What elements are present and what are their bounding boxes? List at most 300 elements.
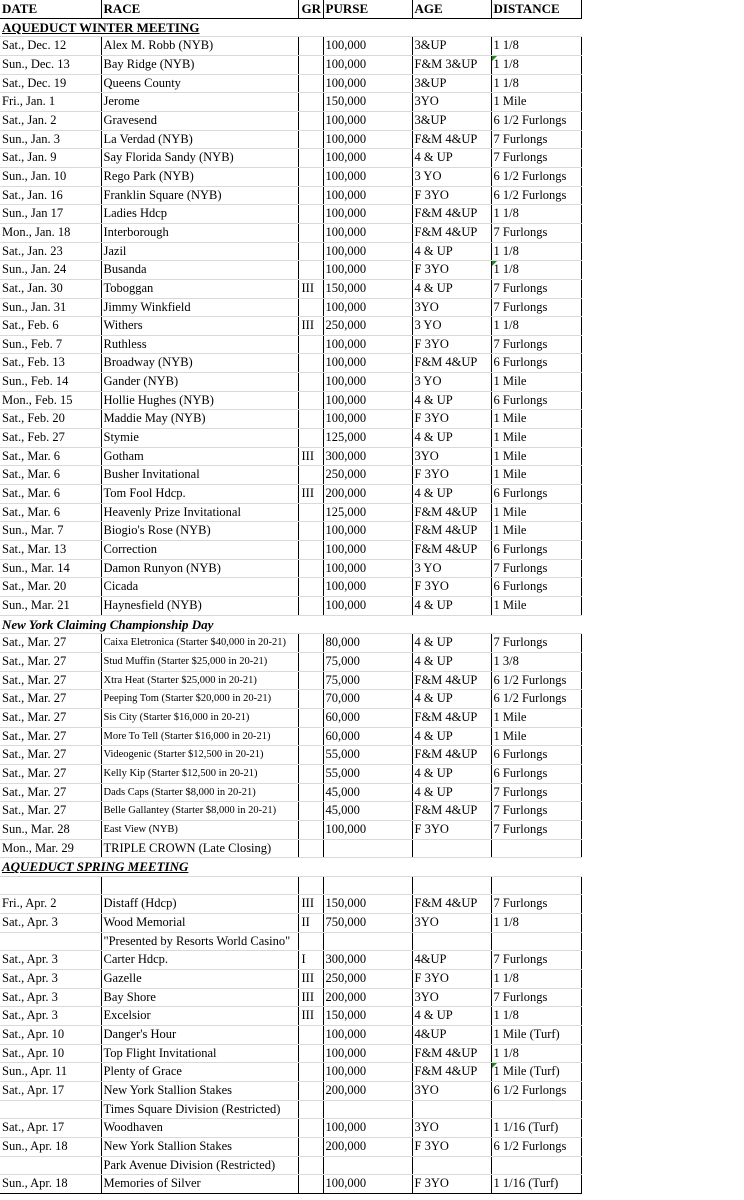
distance-cell: 7 Furlongs <box>491 634 581 653</box>
age-cell: F 3YO <box>412 410 491 429</box>
table-row <box>0 447 581 466</box>
grade-cell <box>298 764 323 783</box>
age-cell: 4&UP <box>412 1026 491 1045</box>
date-cell: Sun., Feb. 7 <box>0 335 101 354</box>
purse-cell: 250,000 <box>323 466 412 485</box>
distance-cell: 1 1/8 <box>491 1044 581 1063</box>
purse-cell: 250,000 <box>323 970 412 989</box>
table-row <box>0 223 581 242</box>
grade-cell <box>298 429 323 448</box>
distance-cell: 7 Furlongs <box>491 988 581 1007</box>
race-cell: Withers <box>101 317 298 336</box>
age-cell: 4 & UP <box>412 690 491 709</box>
purse-cell: 200,000 <box>323 1082 412 1101</box>
table-row <box>0 541 581 560</box>
date-cell: Sat., Mar. 6 <box>0 466 101 485</box>
grade-cell <box>298 578 323 597</box>
date-cell: Sun., Jan. 31 <box>0 298 101 317</box>
race-cell: Plenty of Grace <box>101 1063 298 1082</box>
grade-cell <box>298 597 323 616</box>
age-cell: F&M 4&UP <box>412 802 491 821</box>
table-row <box>0 391 581 410</box>
date-cell: Sat., Mar. 27 <box>0 727 101 746</box>
age-cell: 4&UP <box>412 951 491 970</box>
grade-cell: III <box>298 485 323 504</box>
date-cell: Sat., Mar. 27 <box>0 783 101 802</box>
table-row <box>0 242 581 261</box>
purse-cell: 75,000 <box>323 671 412 690</box>
purse-cell: 150,000 <box>323 93 412 112</box>
grade-cell: II <box>298 914 323 933</box>
date-cell: Sun., Jan. 10 <box>0 167 101 186</box>
table-row <box>0 1026 581 1045</box>
table-row <box>0 634 581 653</box>
grade-cell <box>298 1063 323 1082</box>
date-cell: Sun., Apr. 18 <box>0 1138 101 1157</box>
race-cell: Broadway (NYB) <box>101 354 298 373</box>
date-cell: Sat., Mar. 27 <box>0 764 101 783</box>
race-cell: Jerome <box>101 93 298 112</box>
grade-cell <box>298 1100 323 1119</box>
date-cell: Mon., Jan. 18 <box>0 223 101 242</box>
race-cell: Hollie Hughes (NYB) <box>101 391 298 410</box>
table-row <box>0 708 581 727</box>
distance-cell: 1 1/8 <box>491 205 581 224</box>
race-cell: Xtra Heat (Starter $25,000 in 20-21) <box>101 671 298 690</box>
race-cell: Biogio's Rose (NYB) <box>101 522 298 541</box>
date-cell: Mon., Mar. 29 <box>0 839 101 858</box>
age-cell: 4 & UP <box>412 652 491 671</box>
grade-cell <box>298 1138 323 1157</box>
distance-cell: 7 Furlongs <box>491 783 581 802</box>
distance-cell: 7 Furlongs <box>491 335 581 354</box>
table-row <box>0 354 581 373</box>
age-cell: F&M 4&UP <box>412 1044 491 1063</box>
purse-cell: 100,000 <box>323 111 412 130</box>
distance-cell: 1 Mile (Turf) <box>491 1026 581 1045</box>
date-cell: Sat., Mar. 27 <box>0 708 101 727</box>
purse-cell: 100,000 <box>323 37 412 56</box>
distance-cell: 6 1/2 Furlongs <box>491 111 581 130</box>
distance-cell: 1 Mile <box>491 522 581 541</box>
distance-cell: 7 Furlongs <box>491 298 581 317</box>
date-cell: Sat., Apr. 17 <box>0 1082 101 1101</box>
purse-cell: 200,000 <box>323 485 412 504</box>
purse-cell: 100,000 <box>323 354 412 373</box>
grade-cell <box>298 839 323 858</box>
grade-cell <box>298 727 323 746</box>
purse-cell: 100,000 <box>323 74 412 93</box>
grade-cell <box>298 261 323 280</box>
grade-cell <box>298 820 323 839</box>
table-row <box>0 1156 581 1175</box>
age-cell: F 3YO <box>412 820 491 839</box>
purse-cell <box>323 932 412 951</box>
purse-cell: 100,000 <box>323 223 412 242</box>
grade-cell <box>298 1156 323 1175</box>
distance-cell: 6 Furlongs <box>491 354 581 373</box>
grade-cell <box>298 1119 323 1138</box>
purse-cell <box>323 876 412 895</box>
age-cell: 4 & UP <box>412 391 491 410</box>
table-row <box>0 820 581 839</box>
table-row <box>0 690 581 709</box>
purse-cell: 100,000 <box>323 410 412 429</box>
table-row <box>0 727 581 746</box>
table-row <box>0 652 581 671</box>
race-cell: Maddie May (NYB) <box>101 410 298 429</box>
table-row <box>0 671 581 690</box>
purse-cell: 100,000 <box>323 298 412 317</box>
race-cell: Belle Gallantey (Starter $8,000 in 20-21) <box>101 802 298 821</box>
race-cell: Carter Hdcp. <box>101 951 298 970</box>
grade-cell <box>298 634 323 653</box>
table-row <box>0 205 581 224</box>
race-cell: New York Stallion Stakes <box>101 1138 298 1157</box>
race-cell: Jimmy Winkfield <box>101 298 298 317</box>
date-cell: Sat., Mar. 20 <box>0 578 101 597</box>
table-row <box>0 746 581 765</box>
race-cell: More To Tell (Starter $16,000 in 20-21) <box>101 727 298 746</box>
section-heading: AQUEDUCT WINTER MEETING <box>0 18 581 37</box>
grade-cell <box>298 652 323 671</box>
age-cell: 3 YO <box>412 559 491 578</box>
race-cell: Gotham <box>101 447 298 466</box>
purse-cell: 55,000 <box>323 746 412 765</box>
purse-cell: 100,000 <box>323 1044 412 1063</box>
age-cell <box>412 1156 491 1175</box>
distance-cell <box>491 839 581 858</box>
grade-cell <box>298 746 323 765</box>
purse-cell: 100,000 <box>323 55 412 74</box>
date-cell: Sat., Apr. 10 <box>0 1044 101 1063</box>
date-cell: Sun., Jan. 24 <box>0 261 101 280</box>
distance-cell: 1 1/8 <box>491 242 581 261</box>
purse-cell: 60,000 <box>323 708 412 727</box>
age-cell: 3YO <box>412 914 491 933</box>
table-row <box>0 802 581 821</box>
date-cell: Sat., Feb. 20 <box>0 410 101 429</box>
date-cell: Sun., Jan 17 <box>0 205 101 224</box>
table-row <box>0 951 581 970</box>
age-cell: 4 & UP <box>412 279 491 298</box>
distance-cell <box>491 876 581 895</box>
table-row <box>0 1044 581 1063</box>
grade-cell <box>298 354 323 373</box>
race-cell: Memories of Silver <box>101 1175 298 1194</box>
purse-cell: 300,000 <box>323 951 412 970</box>
purse-cell <box>323 1156 412 1175</box>
purse-cell: 45,000 <box>323 802 412 821</box>
date-cell <box>0 1156 101 1175</box>
distance-cell: 1 Mile <box>491 447 581 466</box>
table-row <box>0 279 581 298</box>
age-cell: 4 & UP <box>412 242 491 261</box>
purse-cell: 100,000 <box>323 205 412 224</box>
race-cell: Bay Ridge (NYB) <box>101 55 298 74</box>
distance-cell: 7 Furlongs <box>491 279 581 298</box>
grade-cell <box>298 93 323 112</box>
age-cell: 4 & UP <box>412 149 491 168</box>
grade-cell: III <box>298 895 323 914</box>
purse-cell: 80,000 <box>323 634 412 653</box>
grade-cell <box>298 373 323 392</box>
distance-cell: 6 1/2 Furlongs <box>491 690 581 709</box>
purse-cell: 100,000 <box>323 373 412 392</box>
age-cell: F&M 4&UP <box>412 895 491 914</box>
age-cell <box>412 839 491 858</box>
distance-cell: 1 1/16 (Turf) <box>491 1175 581 1194</box>
distance-cell: 7 Furlongs <box>491 130 581 149</box>
purse-cell: 100,000 <box>323 149 412 168</box>
table-row <box>0 317 581 336</box>
date-cell: Sat., Mar. 27 <box>0 652 101 671</box>
distance-cell: 6 Furlongs <box>491 485 581 504</box>
race-cell: Times Square Division (Restricted) <box>101 1100 298 1119</box>
age-cell: F&M 4&UP <box>412 1063 491 1082</box>
column-header-distance: DISTANCE <box>491 0 581 18</box>
column-header-race: RACE <box>101 0 298 18</box>
grade-cell: III <box>298 970 323 989</box>
date-cell: Sun., Mar. 28 <box>0 820 101 839</box>
date-cell: Sat., Mar. 27 <box>0 690 101 709</box>
race-cell: Distaff (Hdcp) <box>101 895 298 914</box>
age-cell: 4 & UP <box>412 485 491 504</box>
date-cell: Sun., Jan. 3 <box>0 130 101 149</box>
age-cell: 3 YO <box>412 317 491 336</box>
table-row <box>0 876 581 895</box>
grade-cell <box>298 690 323 709</box>
table-row <box>0 783 581 802</box>
age-cell: 4 & UP <box>412 429 491 448</box>
purse-cell: 45,000 <box>323 783 412 802</box>
distance-cell: 1 1/8 <box>491 37 581 56</box>
table-row <box>0 970 581 989</box>
table-row <box>0 111 581 130</box>
age-cell: 4 & UP <box>412 1007 491 1026</box>
date-cell: Sat., Apr. 3 <box>0 914 101 933</box>
purse-cell: 125,000 <box>323 503 412 522</box>
purse-cell: 70,000 <box>323 690 412 709</box>
race-cell: Caixa Eletronica (Starter $40,000 in 20-21) <box>101 634 298 653</box>
table-row <box>0 895 581 914</box>
date-cell: Sun., Apr. 11 <box>0 1063 101 1082</box>
grade-cell <box>298 503 323 522</box>
distance-cell <box>491 1100 581 1119</box>
grade-cell <box>298 167 323 186</box>
distance-cell <box>491 932 581 951</box>
age-cell: 3 YO <box>412 373 491 392</box>
race-cell: Correction <box>101 541 298 560</box>
grade-cell <box>298 783 323 802</box>
race-cell: Rego Park (NYB) <box>101 167 298 186</box>
table-row <box>0 373 581 392</box>
purse-cell: 150,000 <box>323 279 412 298</box>
distance-cell: 6 1/2 Furlongs <box>491 671 581 690</box>
purse-cell: 100,000 <box>323 820 412 839</box>
table-row <box>0 74 581 93</box>
age-cell: F 3YO <box>412 1138 491 1157</box>
table-row <box>0 1007 581 1026</box>
distance-cell: 6 Furlongs <box>491 541 581 560</box>
race-cell: Dads Caps (Starter $8,000 in 20-21) <box>101 783 298 802</box>
race-cell: Wood Memorial <box>101 914 298 933</box>
distance-cell: 1 1/8 <box>491 261 581 280</box>
date-cell: Sun., Mar. 14 <box>0 559 101 578</box>
date-cell: Sat., Apr. 3 <box>0 988 101 1007</box>
date-cell: Sun., Dec. 13 <box>0 55 101 74</box>
race-cell: Franklin Square (NYB) <box>101 186 298 205</box>
grade-cell <box>298 522 323 541</box>
date-cell: Sat., Dec. 19 <box>0 74 101 93</box>
table-row <box>0 522 581 541</box>
grade-cell <box>298 149 323 168</box>
table-row <box>0 559 581 578</box>
age-cell: F&M 4&UP <box>412 671 491 690</box>
table-row <box>0 932 581 951</box>
age-cell <box>412 876 491 895</box>
table-row <box>0 149 581 168</box>
distance-cell: 1 Mile <box>491 503 581 522</box>
date-cell: Sun., Feb. 14 <box>0 373 101 392</box>
date-cell: Sun., Mar. 21 <box>0 597 101 616</box>
table-row <box>0 1119 581 1138</box>
purse-cell: 100,000 <box>323 541 412 560</box>
purse-cell: 100,000 <box>323 186 412 205</box>
table-row <box>0 298 581 317</box>
table-row <box>0 503 581 522</box>
age-cell: 3 YO <box>412 167 491 186</box>
race-cell: Queens County <box>101 74 298 93</box>
grade-cell <box>298 186 323 205</box>
age-cell: 3&UP <box>412 111 491 130</box>
distance-cell: 6 Furlongs <box>491 391 581 410</box>
race-cell: Stymie <box>101 429 298 448</box>
age-cell: F&M 4&UP <box>412 205 491 224</box>
age-cell: 4 & UP <box>412 783 491 802</box>
table-row <box>0 429 581 448</box>
race-cell: Busher Invitational <box>101 466 298 485</box>
date-cell: Sat., Apr. 3 <box>0 970 101 989</box>
table-row <box>0 1138 581 1157</box>
race-cell: Haynesfield (NYB) <box>101 597 298 616</box>
distance-cell: 7 Furlongs <box>491 951 581 970</box>
date-cell: Sat., Jan. 30 <box>0 279 101 298</box>
purse-cell: 100,000 <box>323 1175 412 1194</box>
race-cell: Gander (NYB) <box>101 373 298 392</box>
distance-cell: 1 Mile <box>491 727 581 746</box>
age-cell <box>412 932 491 951</box>
grade-cell <box>298 559 323 578</box>
grade-cell <box>298 242 323 261</box>
section-heading: New York Claiming Championship Day <box>0 615 581 634</box>
race-cell: Ladies Hdcp <box>101 205 298 224</box>
age-cell: 3YO <box>412 1119 491 1138</box>
distance-cell: 1 Mile <box>491 429 581 448</box>
section-heading-row <box>0 858 581 877</box>
purse-cell <box>323 1100 412 1119</box>
distance-cell: 1 Mile <box>491 708 581 727</box>
date-cell: Sat., Mar. 6 <box>0 447 101 466</box>
age-cell: 3YO <box>412 447 491 466</box>
grade-cell <box>298 1026 323 1045</box>
age-cell: F&M 4&UP <box>412 130 491 149</box>
purse-cell: 100,000 <box>323 167 412 186</box>
distance-cell <box>491 1156 581 1175</box>
date-cell: Sun., Apr. 18 <box>0 1175 101 1194</box>
distance-cell: 7 Furlongs <box>491 559 581 578</box>
grade-cell <box>298 410 323 429</box>
table-row <box>0 93 581 112</box>
distance-cell: 6 1/2 Furlongs <box>491 1138 581 1157</box>
grade-cell <box>298 1082 323 1101</box>
date-cell: Sat., Mar. 6 <box>0 485 101 504</box>
grade-cell <box>298 298 323 317</box>
date-cell <box>0 876 101 895</box>
race-cell: Say Florida Sandy (NYB) <box>101 149 298 168</box>
race-cell: Busanda <box>101 261 298 280</box>
age-cell: 3YO <box>412 988 491 1007</box>
distance-cell: 1 1/8 <box>491 1007 581 1026</box>
purse-cell: 100,000 <box>323 1063 412 1082</box>
age-cell: F&M 4&UP <box>412 223 491 242</box>
date-cell: Sat., Jan. 16 <box>0 186 101 205</box>
table-row <box>0 261 581 280</box>
age-cell: 4 & UP <box>412 764 491 783</box>
race-cell: Peeping Tom (Starter $20,000 in 20-21) <box>101 690 298 709</box>
date-cell: Sat., Mar. 27 <box>0 802 101 821</box>
age-cell: F 3YO <box>412 466 491 485</box>
grade-cell <box>298 391 323 410</box>
distance-cell: 6 1/2 Furlongs <box>491 167 581 186</box>
race-cell: East View (NYB) <box>101 820 298 839</box>
race-cell: Sis City (Starter $16,000 in 20-21) <box>101 708 298 727</box>
grade-cell <box>298 37 323 56</box>
distance-cell: 1 1/8 <box>491 74 581 93</box>
table-body <box>0 18 581 1193</box>
age-cell: F 3YO <box>412 970 491 989</box>
grade-cell <box>298 541 323 560</box>
date-cell: Sat., Jan. 2 <box>0 111 101 130</box>
grade-cell <box>298 55 323 74</box>
table-row <box>0 130 581 149</box>
table-row <box>0 37 581 56</box>
date-cell: Sat., Mar. 27 <box>0 671 101 690</box>
column-header-grade: GR <box>298 0 323 18</box>
age-cell: F&M 4&UP <box>412 503 491 522</box>
table-row <box>0 839 581 858</box>
purse-cell: 150,000 <box>323 895 412 914</box>
race-cell: La Verdad (NYB) <box>101 130 298 149</box>
distance-cell: 1 Mile (Turf) <box>491 1063 581 1082</box>
distance-cell: 6 Furlongs <box>491 764 581 783</box>
purse-cell: 100,000 <box>323 559 412 578</box>
date-cell: Sat., Mar. 13 <box>0 541 101 560</box>
distance-cell: 1 1/8 <box>491 317 581 336</box>
table-row <box>0 764 581 783</box>
distance-cell: 6 Furlongs <box>491 578 581 597</box>
grade-cell <box>298 671 323 690</box>
section-heading: AQUEDUCT SPRING MEETING <box>0 858 581 877</box>
column-header-date: DATE <box>0 0 101 18</box>
distance-cell: 7 Furlongs <box>491 223 581 242</box>
table-row <box>0 410 581 429</box>
table-row <box>0 988 581 1007</box>
purse-cell <box>323 839 412 858</box>
purse-cell: 150,000 <box>323 1007 412 1026</box>
race-cell: "Presented by Resorts World Casino" <box>101 932 298 951</box>
race-cell: Heavenly Prize Invitational <box>101 503 298 522</box>
